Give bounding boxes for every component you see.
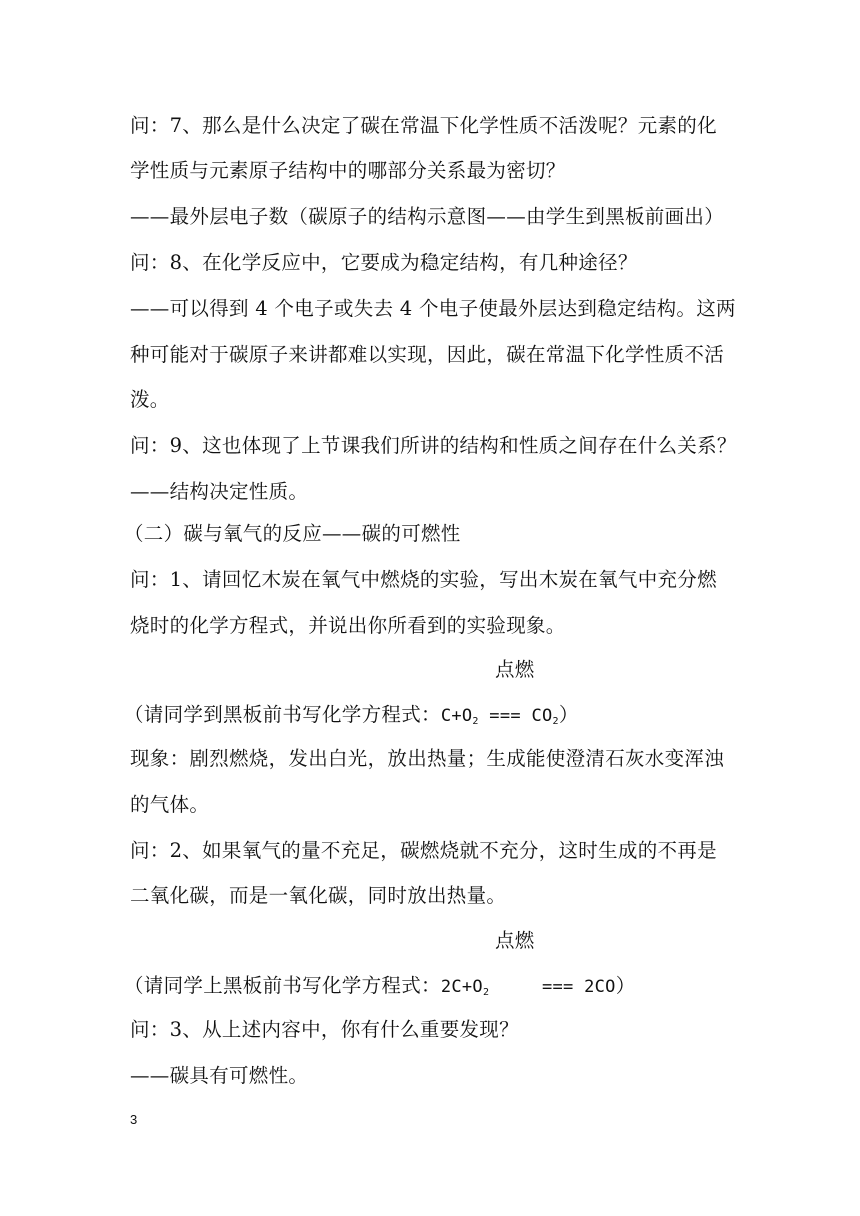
answer-9-line: ——结构决定性质。 — [130, 480, 309, 503]
question-1-line-2: 烧时的化学方程式，并说出你所看到的实验现象。 — [130, 614, 566, 637]
question-2-line-1: 问：2、如果氧气的量不充足，碳燃烧就不充分，这时生成的不再是 — [130, 839, 717, 862]
question-3-line: 问：3、从上述内容中，你有什么重要发现？ — [130, 1018, 519, 1041]
equation-line-2: （请同学上黑板前书写化学方程式：$2C+O_2$ === 2CO） — [124, 974, 636, 998]
answer-8-line-3: 泼。 — [130, 388, 170, 411]
question-2-line-2: 二氧化碳，而是一氧化碳，同时放出热量。 — [130, 884, 507, 907]
answer-7-line: ——最外层电子数（碳原子的结构示意图——由学生到黑板前画出） — [130, 205, 724, 228]
answer-3-line: ——碳具有可燃性。 — [130, 1064, 309, 1087]
question-7-line-1 — [130, 113, 740, 139]
ignition-condition-label-1: 点燃 — [495, 658, 535, 681]
equation-line-1: （请同学到黑板前书写化学方程式：$C+O_2$ === $CO_2$） — [124, 703, 579, 727]
question-1-line-1: 问：1、请回忆木炭在氧气中燃烧的实验，写出木炭在氧气中充分燃 — [130, 568, 717, 591]
question-7-line-2: 学性质与元素原子结构中的哪部分关系最为密切？ — [130, 159, 566, 182]
question-9-line: 问：9、这也体现了上节课我们所讲的结构和性质之间存在什么关系？ — [130, 434, 737, 457]
equation-1: $C+O_2$ === $CO_2$ — [440, 706, 559, 727]
equation-1-prompt: （请同学到黑板前书写化学方程式： — [124, 703, 441, 726]
section-heading: （二）碳与氧气的反应——碳的可燃性 — [124, 522, 461, 545]
answer-8-line-2: 种可能对于碳原子来讲都难以实现，因此，碳在常温下化学性质不活 — [130, 343, 725, 366]
question-8-line: 问：8、在化学反应中，它要成为稳定结构，有几种途径？ — [130, 251, 638, 274]
equation-2: $2C+O_2$ === 2CO — [440, 977, 616, 998]
phenomenon-line-1: 现象：剧烈燃烧，发出白光，放出热量；生成能使澄清石灰水变浑浊 — [130, 747, 725, 770]
question-7-text: 问：7、那么是什么决定了碳在常温下化学性质不活泼呢？元素的化 — [130, 114, 717, 137]
equation-2-prompt: （请同学上黑板前书写化学方程式： — [124, 974, 441, 997]
page-number: 3 — [130, 1112, 138, 1127]
phenomenon-line-2: 的气体。 — [130, 793, 210, 816]
answer-8-line-1: ——可以得到 4 个电子或失去 4 个电子使最外层达到稳定结构。这两 — [130, 297, 736, 320]
ignition-condition-label-2: 点燃 — [495, 929, 535, 952]
